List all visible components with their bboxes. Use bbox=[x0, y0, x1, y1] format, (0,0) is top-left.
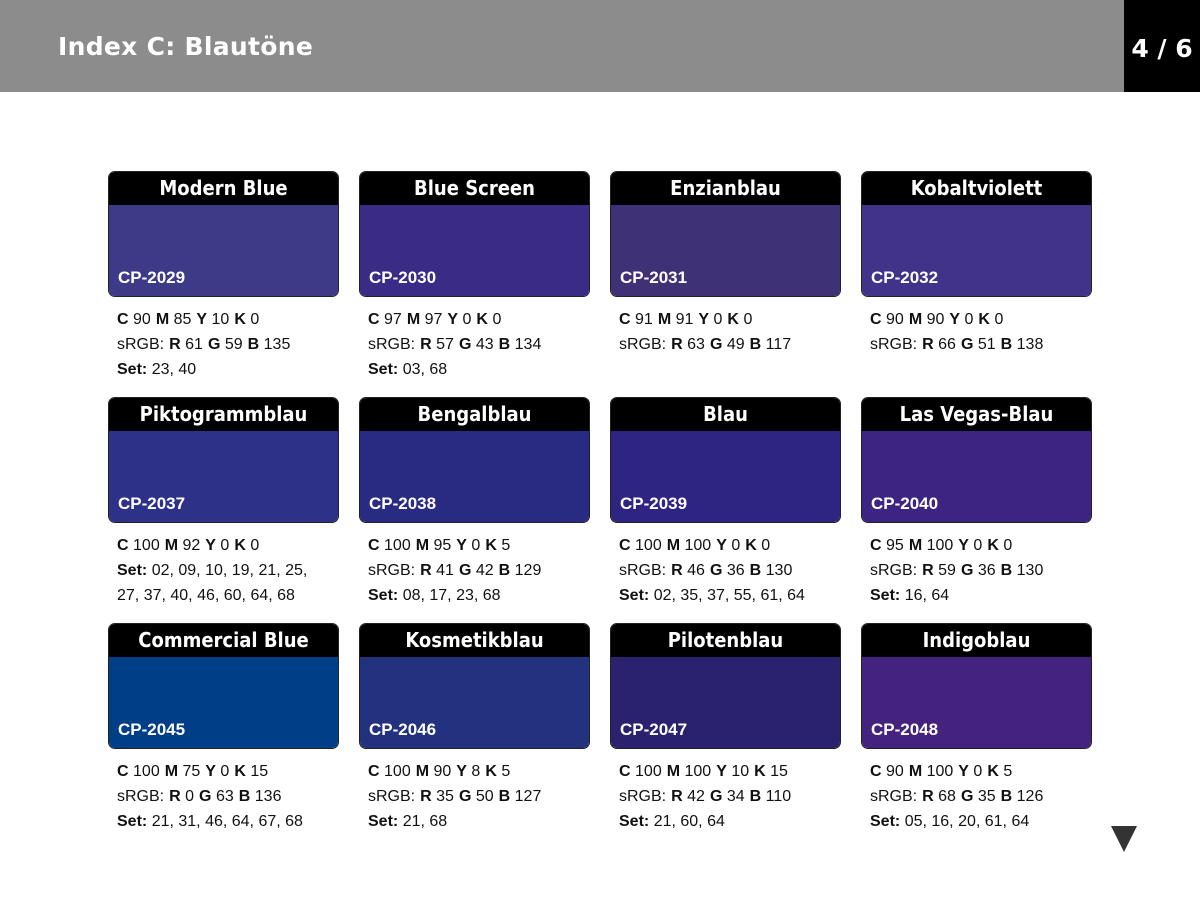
color-code: CP-2039 bbox=[620, 494, 688, 513]
value-number: 85 bbox=[173, 311, 192, 328]
color-specs bbox=[861, 533, 1092, 608]
cmyk-line bbox=[368, 307, 590, 332]
value-number: 135 bbox=[263, 336, 291, 353]
color-specs bbox=[861, 307, 1092, 357]
cmyk-line bbox=[619, 533, 841, 558]
value-label: Y bbox=[205, 763, 216, 780]
color-code: CP-2030 bbox=[369, 268, 437, 287]
value-label: Set: bbox=[870, 813, 901, 830]
value-label: C bbox=[117, 537, 129, 554]
value-number: 5 bbox=[501, 537, 511, 554]
srgb-line bbox=[619, 784, 841, 809]
value-label: Set: bbox=[117, 562, 148, 579]
color-swatch bbox=[861, 623, 1092, 749]
srgb-label: sRGB: bbox=[117, 336, 165, 353]
value-label: K bbox=[754, 763, 766, 780]
value-label: B bbox=[749, 788, 762, 805]
value-number: 46 bbox=[687, 562, 705, 579]
color-specs bbox=[610, 759, 841, 834]
set-line bbox=[870, 809, 1085, 834]
color-card bbox=[610, 171, 841, 357]
value-label: M bbox=[164, 763, 179, 780]
color-code: CP-2046 bbox=[369, 720, 437, 739]
value-label: Set: bbox=[368, 813, 399, 830]
value-number: 91 bbox=[675, 311, 694, 328]
value-label: G bbox=[199, 788, 212, 805]
value-number: 02, 35, 37, 55, 61, 64 bbox=[653, 587, 805, 604]
value-label: B bbox=[247, 336, 260, 353]
set-line bbox=[368, 357, 583, 382]
srgb-line bbox=[870, 332, 1092, 357]
value-number: 21, 68 bbox=[402, 813, 448, 830]
cmyk-line bbox=[870, 307, 1092, 332]
value-number: 8 bbox=[471, 763, 481, 780]
color-name: Las Vegas-Blau bbox=[862, 398, 1091, 431]
value-number: 100 bbox=[635, 763, 662, 780]
color-swatch bbox=[610, 397, 841, 523]
value-label: B bbox=[1000, 336, 1013, 353]
set-line bbox=[117, 809, 332, 834]
color-swatch bbox=[359, 171, 590, 297]
srgb-line bbox=[619, 332, 841, 357]
color-specs bbox=[610, 307, 841, 357]
value-number: 0 bbox=[462, 311, 472, 328]
color-name: Modern Blue bbox=[109, 172, 338, 205]
value-number: 0 bbox=[731, 537, 741, 554]
cmyk-line bbox=[368, 533, 590, 558]
color-swatch bbox=[108, 171, 339, 297]
color-name: Bengalblau bbox=[360, 398, 589, 431]
value-number: 63 bbox=[215, 788, 234, 805]
color-specs bbox=[359, 307, 590, 382]
value-number: 0 bbox=[220, 763, 230, 780]
value-label: M bbox=[908, 311, 923, 328]
value-number: 91 bbox=[635, 311, 653, 328]
cmyk-line bbox=[619, 759, 841, 784]
cmyk-line bbox=[870, 533, 1092, 558]
value-number: 130 bbox=[765, 562, 793, 579]
value-label: Y bbox=[456, 763, 467, 780]
value-label: Y bbox=[196, 311, 208, 328]
value-number: 90 bbox=[886, 763, 904, 780]
srgb-label: sRGB: bbox=[368, 336, 416, 353]
value-label: G bbox=[458, 788, 472, 805]
cmyk-line bbox=[870, 759, 1092, 784]
color-swatch bbox=[108, 623, 339, 749]
color-specs bbox=[610, 533, 841, 608]
value-number: 03, 68 bbox=[402, 361, 448, 378]
cmyk-line bbox=[117, 533, 339, 558]
set-line bbox=[619, 583, 834, 608]
value-number: 110 bbox=[765, 788, 792, 805]
color-name: Piktogrammblau bbox=[109, 398, 338, 431]
value-label: R bbox=[671, 562, 683, 579]
color-specs bbox=[108, 759, 339, 834]
value-number: 61 bbox=[185, 336, 203, 353]
srgb-line bbox=[870, 558, 1092, 583]
srgb-line bbox=[117, 784, 339, 809]
value-label: C bbox=[117, 311, 129, 328]
color-swatch bbox=[861, 397, 1092, 523]
value-label: Y bbox=[698, 311, 710, 328]
color-card bbox=[359, 397, 590, 608]
srgb-label: sRGB: bbox=[870, 336, 918, 353]
value-number: 05, 16, 20, 61, 64 bbox=[904, 813, 1030, 830]
value-number: 97 bbox=[424, 311, 443, 328]
cmyk-line bbox=[368, 759, 590, 784]
color-card bbox=[861, 623, 1092, 834]
color-swatch bbox=[359, 397, 590, 523]
color-swatch bbox=[359, 623, 590, 749]
value-label: C bbox=[368, 311, 380, 328]
value-number: 0 bbox=[973, 537, 983, 554]
value-number: 57 bbox=[436, 336, 454, 353]
value-number: 95 bbox=[886, 537, 904, 554]
value-number: 90 bbox=[133, 311, 151, 328]
value-label: R bbox=[922, 562, 934, 579]
value-label: K bbox=[234, 763, 246, 780]
value-number: 134 bbox=[514, 336, 542, 353]
srgb-label: sRGB: bbox=[619, 788, 667, 805]
value-number: 50 bbox=[475, 788, 494, 805]
set-line bbox=[619, 809, 834, 834]
value-number: 49 bbox=[726, 336, 745, 353]
value-number: 97 bbox=[384, 311, 402, 328]
value-label: R bbox=[671, 336, 683, 353]
value-label: C bbox=[870, 311, 882, 328]
color-code: CP-2048 bbox=[871, 720, 939, 739]
value-label: Set: bbox=[368, 587, 399, 604]
value-label: C bbox=[870, 537, 882, 554]
value-number: 34 bbox=[726, 788, 745, 805]
srgb-label: sRGB: bbox=[619, 336, 667, 353]
value-number: 43 bbox=[475, 336, 494, 353]
srgb-line bbox=[368, 784, 590, 809]
value-number: 35 bbox=[436, 788, 454, 805]
value-number: 100 bbox=[635, 537, 662, 554]
value-number: 92 bbox=[182, 537, 201, 554]
value-label: R bbox=[420, 336, 432, 353]
value-label: M bbox=[908, 763, 923, 780]
color-code: CP-2040 bbox=[871, 494, 939, 513]
color-code: CP-2031 bbox=[620, 268, 688, 287]
color-swatch bbox=[610, 623, 841, 749]
value-label: Y bbox=[949, 311, 961, 328]
value-label: K bbox=[485, 763, 497, 780]
value-number: 75 bbox=[182, 763, 201, 780]
color-card bbox=[108, 171, 339, 382]
value-number: 16, 64 bbox=[904, 587, 950, 604]
page-title: Index C: Blautöne bbox=[58, 32, 314, 61]
srgb-label: sRGB: bbox=[368, 788, 416, 805]
value-label: B bbox=[498, 336, 511, 353]
srgb-label: sRGB: bbox=[870, 562, 918, 579]
srgb-line bbox=[368, 332, 590, 357]
value-number: 0 bbox=[185, 788, 195, 805]
color-name: Indigoblau bbox=[862, 624, 1091, 657]
value-number: 42 bbox=[475, 562, 494, 579]
set-line bbox=[368, 809, 583, 834]
color-name: Enzianblau bbox=[611, 172, 840, 205]
value-number: 59 bbox=[938, 562, 956, 579]
value-number: 0 bbox=[994, 311, 1004, 328]
value-number: 0 bbox=[743, 311, 753, 328]
color-swatch bbox=[610, 171, 841, 297]
value-number: 66 bbox=[938, 336, 956, 353]
value-label: K bbox=[987, 763, 999, 780]
value-label: C bbox=[619, 537, 631, 554]
value-number: 42 bbox=[687, 788, 705, 805]
value-number: 136 bbox=[254, 788, 282, 805]
value-label: K bbox=[234, 311, 246, 328]
value-label: K bbox=[978, 311, 990, 328]
set-line bbox=[368, 583, 583, 608]
value-label: Set: bbox=[117, 813, 148, 830]
value-number: 127 bbox=[514, 788, 542, 805]
value-label: C bbox=[368, 537, 380, 554]
color-name: Blau bbox=[611, 398, 840, 431]
value-label: M bbox=[908, 537, 923, 554]
value-number: 95 bbox=[433, 537, 452, 554]
value-label: Set: bbox=[619, 813, 650, 830]
color-specs bbox=[861, 759, 1092, 834]
value-label: B bbox=[1000, 788, 1013, 805]
value-label: Set: bbox=[619, 587, 650, 604]
next-page-icon[interactable] bbox=[1111, 826, 1137, 852]
value-number: 117 bbox=[765, 336, 792, 353]
value-label: G bbox=[458, 336, 472, 353]
color-card bbox=[359, 623, 590, 834]
value-label: M bbox=[155, 311, 170, 328]
value-number: 100 bbox=[684, 763, 712, 780]
value-label: M bbox=[666, 763, 681, 780]
value-number: 90 bbox=[926, 311, 945, 328]
color-name: Kosmetikblau bbox=[360, 624, 589, 657]
value-number: 21, 31, 46, 64, 67, 68 bbox=[151, 813, 303, 830]
value-number: 0 bbox=[964, 311, 974, 328]
value-label: B bbox=[749, 336, 762, 353]
value-label: G bbox=[960, 336, 974, 353]
value-number: 90 bbox=[433, 763, 452, 780]
value-label: M bbox=[164, 537, 179, 554]
srgb-label: sRGB: bbox=[870, 788, 918, 805]
color-code: CP-2032 bbox=[871, 268, 939, 287]
srgb-line bbox=[870, 784, 1092, 809]
value-number: 41 bbox=[436, 562, 454, 579]
value-number: 0 bbox=[250, 537, 260, 554]
value-number: 5 bbox=[1003, 763, 1013, 780]
value-number: 0 bbox=[220, 537, 230, 554]
color-name: Kobaltviolett bbox=[862, 172, 1091, 205]
color-code: CP-2029 bbox=[118, 268, 186, 287]
page-header bbox=[0, 0, 1124, 92]
value-number: 15 bbox=[770, 763, 788, 780]
value-number: 0 bbox=[250, 311, 260, 328]
value-number: 129 bbox=[514, 562, 542, 579]
value-label: B bbox=[498, 788, 511, 805]
value-number: 90 bbox=[886, 311, 904, 328]
color-card bbox=[610, 397, 841, 608]
value-number: 36 bbox=[726, 562, 745, 579]
value-label: M bbox=[657, 311, 672, 328]
color-grid bbox=[108, 171, 1092, 841]
set-line bbox=[117, 558, 332, 608]
value-label: G bbox=[207, 336, 221, 353]
value-label: Y bbox=[716, 537, 727, 554]
color-code: CP-2045 bbox=[118, 720, 186, 739]
value-label: Y bbox=[716, 763, 727, 780]
value-number: 68 bbox=[938, 788, 956, 805]
set-line bbox=[870, 583, 1085, 608]
value-label: B bbox=[238, 788, 251, 805]
color-code: CP-2038 bbox=[369, 494, 437, 513]
set-line bbox=[117, 357, 332, 382]
value-number: 15 bbox=[250, 763, 269, 780]
value-label: K bbox=[485, 537, 497, 554]
value-label: Y bbox=[456, 537, 467, 554]
value-number: 51 bbox=[977, 336, 996, 353]
value-label: C bbox=[117, 763, 129, 780]
value-number: 63 bbox=[687, 336, 705, 353]
page-indicator bbox=[1124, 0, 1200, 92]
value-label: B bbox=[498, 562, 511, 579]
value-label: R bbox=[922, 336, 934, 353]
value-number: 35 bbox=[977, 788, 996, 805]
color-card bbox=[861, 397, 1092, 608]
cmyk-line bbox=[117, 307, 339, 332]
value-label: G bbox=[458, 562, 472, 579]
color-swatch bbox=[861, 171, 1092, 297]
value-label: M bbox=[415, 537, 430, 554]
value-label: K bbox=[745, 537, 757, 554]
value-label: R bbox=[922, 788, 934, 805]
srgb-label: sRGB: bbox=[368, 562, 416, 579]
color-card bbox=[861, 171, 1092, 357]
value-label: M bbox=[666, 537, 681, 554]
color-name: Pilotenblau bbox=[611, 624, 840, 657]
cmyk-line bbox=[619, 307, 841, 332]
value-label: Set: bbox=[368, 361, 399, 378]
value-label: M bbox=[415, 763, 430, 780]
value-number: 0 bbox=[973, 763, 983, 780]
value-label: Y bbox=[205, 537, 216, 554]
color-card bbox=[108, 397, 339, 608]
value-label: G bbox=[960, 788, 974, 805]
value-label: R bbox=[420, 562, 432, 579]
value-label: K bbox=[476, 311, 488, 328]
value-label: Y bbox=[958, 537, 969, 554]
value-number: 02, 09, 10, 19, 21, 25, 27, 37, 40, 46, 60, 64, 68 bbox=[117, 562, 308, 604]
value-label: B bbox=[749, 562, 762, 579]
value-label: R bbox=[671, 788, 683, 805]
value-label: M bbox=[406, 311, 421, 328]
srgb-line bbox=[368, 558, 590, 583]
cmyk-line bbox=[117, 759, 339, 784]
value-number: 59 bbox=[224, 336, 243, 353]
value-number: 100 bbox=[384, 763, 411, 780]
value-label: G bbox=[960, 562, 974, 579]
color-card bbox=[359, 171, 590, 382]
value-number: 0 bbox=[713, 311, 723, 328]
value-label: B bbox=[1000, 562, 1013, 579]
value-number: 138 bbox=[1016, 336, 1044, 353]
srgb-line bbox=[619, 558, 841, 583]
value-number: 100 bbox=[926, 763, 954, 780]
value-number: 0 bbox=[1003, 537, 1013, 554]
color-card bbox=[610, 623, 841, 834]
value-label: G bbox=[709, 788, 723, 805]
value-label: C bbox=[368, 763, 380, 780]
srgb-label: sRGB: bbox=[619, 562, 667, 579]
color-card bbox=[108, 623, 339, 834]
color-name: Commercial Blue bbox=[109, 624, 338, 657]
value-label: K bbox=[987, 537, 999, 554]
value-label: C bbox=[870, 763, 882, 780]
value-label: G bbox=[709, 562, 723, 579]
value-number: 08, 17, 23, 68 bbox=[402, 587, 501, 604]
value-label: Y bbox=[447, 311, 459, 328]
value-number: 5 bbox=[501, 763, 511, 780]
color-specs bbox=[359, 759, 590, 834]
srgb-label: sRGB: bbox=[117, 788, 165, 805]
value-label: R bbox=[169, 788, 181, 805]
color-specs bbox=[108, 307, 339, 382]
page-number: 4 / 6 bbox=[1131, 34, 1193, 63]
color-specs bbox=[108, 533, 339, 608]
value-label: R bbox=[169, 336, 181, 353]
value-number: 100 bbox=[133, 763, 160, 780]
color-name: Blue Screen bbox=[360, 172, 589, 205]
value-number: 23, 40 bbox=[151, 361, 197, 378]
value-label: Set: bbox=[870, 587, 901, 604]
value-label: R bbox=[420, 788, 432, 805]
value-number: 0 bbox=[761, 537, 771, 554]
value-label: G bbox=[709, 336, 723, 353]
value-label: K bbox=[727, 311, 739, 328]
value-label: C bbox=[619, 763, 631, 780]
value-number: 100 bbox=[384, 537, 411, 554]
value-number: 0 bbox=[471, 537, 481, 554]
srgb-line bbox=[117, 332, 339, 357]
value-number: 10 bbox=[731, 763, 750, 780]
color-specs bbox=[359, 533, 590, 608]
color-code: CP-2037 bbox=[118, 494, 186, 513]
value-number: 0 bbox=[492, 311, 502, 328]
value-label: Set: bbox=[117, 361, 148, 378]
value-number: 36 bbox=[977, 562, 996, 579]
color-code: CP-2047 bbox=[620, 720, 688, 739]
value-number: 10 bbox=[211, 311, 230, 328]
value-number: 126 bbox=[1016, 788, 1044, 805]
value-number: 100 bbox=[133, 537, 160, 554]
value-number: 21, 60, 64 bbox=[653, 813, 725, 830]
value-number: 100 bbox=[684, 537, 712, 554]
value-number: 100 bbox=[926, 537, 954, 554]
value-label: Y bbox=[958, 763, 969, 780]
value-label: C bbox=[619, 311, 631, 328]
value-number: 130 bbox=[1016, 562, 1044, 579]
color-swatch bbox=[108, 397, 339, 523]
value-label: K bbox=[234, 537, 246, 554]
